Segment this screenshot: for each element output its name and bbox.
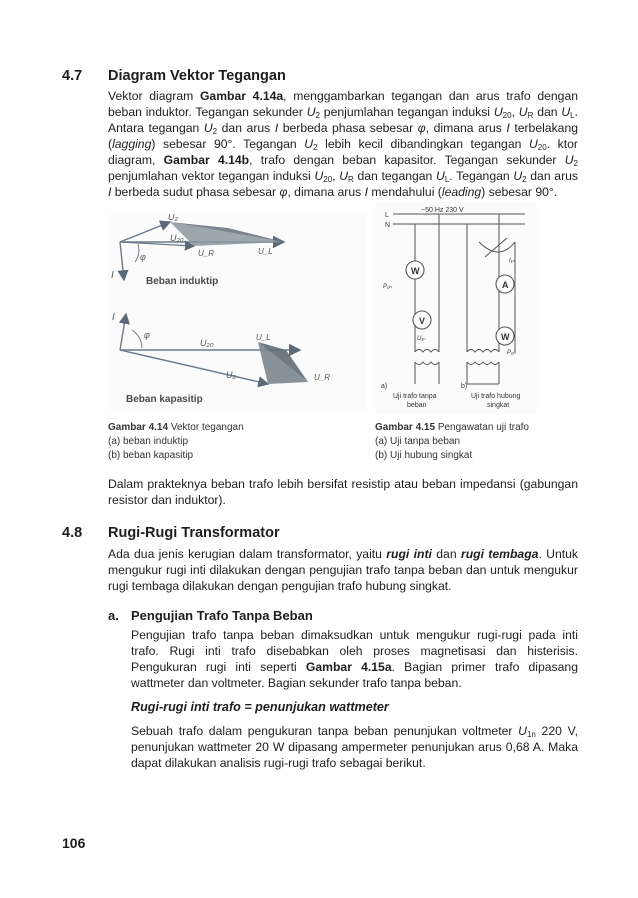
meter-w2: W <box>501 332 510 342</box>
label-u2-cap: U₂ <box>226 370 236 380</box>
line-n-label: N <box>385 222 391 229</box>
test-wiring-svg <box>375 202 537 414</box>
vector-diagram-inductive <box>111 214 284 287</box>
label-p-b: P₀ₕ <box>507 350 516 356</box>
section-paragraph: Vektor diagram Gambar 4.14a, menggambarkan tegangan dan arus trafo dengan beban induktor. Tegangan sekunder $U_2$ penjumlahan tegangan induksi $U_{20}$, $U_R$ dan $U_L$. Antara tegangan $U_2$ dan arus I berbeda phasa sebesar φ, dimana arus I terbelakang (lagging) sebesar 90°. Tegangan $U_2$ lebih kecil dibandingkan tegangan $U_{20}$. ktor diagram, Gambar 4.14b, trafo dengan beban kapasitor. Tegangan sekunder $U_2$ penjumlahan vektor tegangan induksi $U_{20}$, $U_R$ dan tegangan $U_L$. Tegangan $U_2$ dan arus I berbeda sudut phasa sebesar φ, dimana arus I mendahului (leading) sebesar 90°. <box>108 89 579 199</box>
label-ul-cap: U_L <box>256 333 271 342</box>
caption-title: Gambar 4.14 <box>108 422 169 433</box>
caption-desc: Pengawatan uji trafo <box>435 422 529 433</box>
page-number: 106 <box>62 835 86 851</box>
subsection-paragraph-example: Sebuah trafo dalam pengukuran tanpa beban penunjukan voltmeter $U_{1n}$ 220 V, penunjukan wattmeter 20 W dipasang ampermeter penunjukan arus 0,68 A. Maka dapat dilakukan analisis rugi-rugi trafo sebagai berikut. <box>131 724 578 770</box>
caption-a-line2: beban <box>407 402 427 409</box>
caption-item-a: (a) Uji tanpa beban <box>375 436 461 447</box>
formula-rugi-inti: Rugi-rugi inti trafo = penunjukan wattmeter <box>131 700 389 714</box>
label-ul: U_L <box>258 247 273 256</box>
label-b: b) <box>461 383 468 390</box>
meter-w1: W <box>411 266 420 276</box>
supply-label: ~50 Hz 230 V <box>421 207 464 214</box>
caption-item-a: (a) beban induktip <box>108 436 189 447</box>
subsection-title: Pengujian Trafo Tanpa Beban <box>131 608 313 623</box>
label-i1n: I₁ₙ <box>509 258 515 264</box>
section-paragraph: Ada dua jenis kerugian dalam transformator, yaitu rugi inti dan rugi tembaga. Untuk mengukur rugi inti dilakukan dengan pengujian trafo tanpa beban dan untuk mengukur rugi tembaga dilakukan dengan pengujian trafo hubung singkat. <box>108 547 578 593</box>
section-paragraph-closing: Dalam prakteknya beban trafo lebih bersifat resistip atau beban impedansi (gabungan resistor dan induktor). <box>108 477 578 507</box>
label-beban-induktip: Beban induktip <box>146 276 219 287</box>
label-a: a) <box>381 383 388 390</box>
caption-a-line1: Uji trafo tanpa <box>393 393 437 400</box>
subsection-paragraph: Pengujian trafo tanpa beban dimaksudkan untuk mengukur rugi-rugi pada inti trafo. Rugi inti trafo disebabkan oleh proses magnetisasi dan histerisis. Pengukuran rugi inti seperti Gambar 4.15a. Bagian primer trafo dipasang wattmeter dan voltmeter. Bagian sekunder trafo tanpa beban. <box>131 628 578 690</box>
section-number: 4.7 <box>62 68 83 84</box>
label-beban-kapasitip: Beban kapasitip <box>126 394 203 405</box>
label-u20-cap: U₂₀ <box>200 338 214 348</box>
label-u2: U₂ <box>168 214 178 222</box>
caption-item-b: (b) beban kapasitip <box>108 450 194 461</box>
caption-b-line1: Uji trafo hubung <box>471 393 521 400</box>
label-ur-cap: U_R <box>314 373 331 382</box>
caption-item-b: (b) Uji hubung singkat <box>375 450 473 461</box>
section-title: Rugi-Rugi Transformator <box>108 525 280 541</box>
label-p-a: P₀ₕ <box>383 284 392 290</box>
label-i-cap: I <box>112 312 115 323</box>
meter-a: A <box>502 280 509 290</box>
caption-figure-4-15 <box>375 421 529 463</box>
label-ur: U_R <box>198 249 215 258</box>
label-u1n: U₁ₙ <box>417 336 426 342</box>
subsection-letter: a. <box>108 608 119 623</box>
figure-vector-diagram <box>108 214 366 410</box>
caption-title: Gambar 4.15 <box>375 422 436 433</box>
section-number: 4.8 <box>62 525 83 541</box>
label-u20: U₂₀ <box>170 233 184 243</box>
vector-diagram-svg <box>108 214 366 410</box>
figure-test-wiring <box>375 202 537 414</box>
label-i: I <box>111 270 114 281</box>
vector-diagram-capacitive <box>112 312 330 405</box>
caption-desc: Vektor tegangan <box>168 422 244 433</box>
caption-figure-4-14 <box>108 421 244 463</box>
line-l-label: L <box>385 212 389 219</box>
section-title: Diagram Vektor Tegangan <box>108 68 286 84</box>
caption-b-line2: singkat <box>487 402 510 409</box>
label-phi-cap: φ <box>144 330 150 340</box>
label-phi: φ <box>140 252 146 262</box>
meter-v: V <box>419 316 426 326</box>
